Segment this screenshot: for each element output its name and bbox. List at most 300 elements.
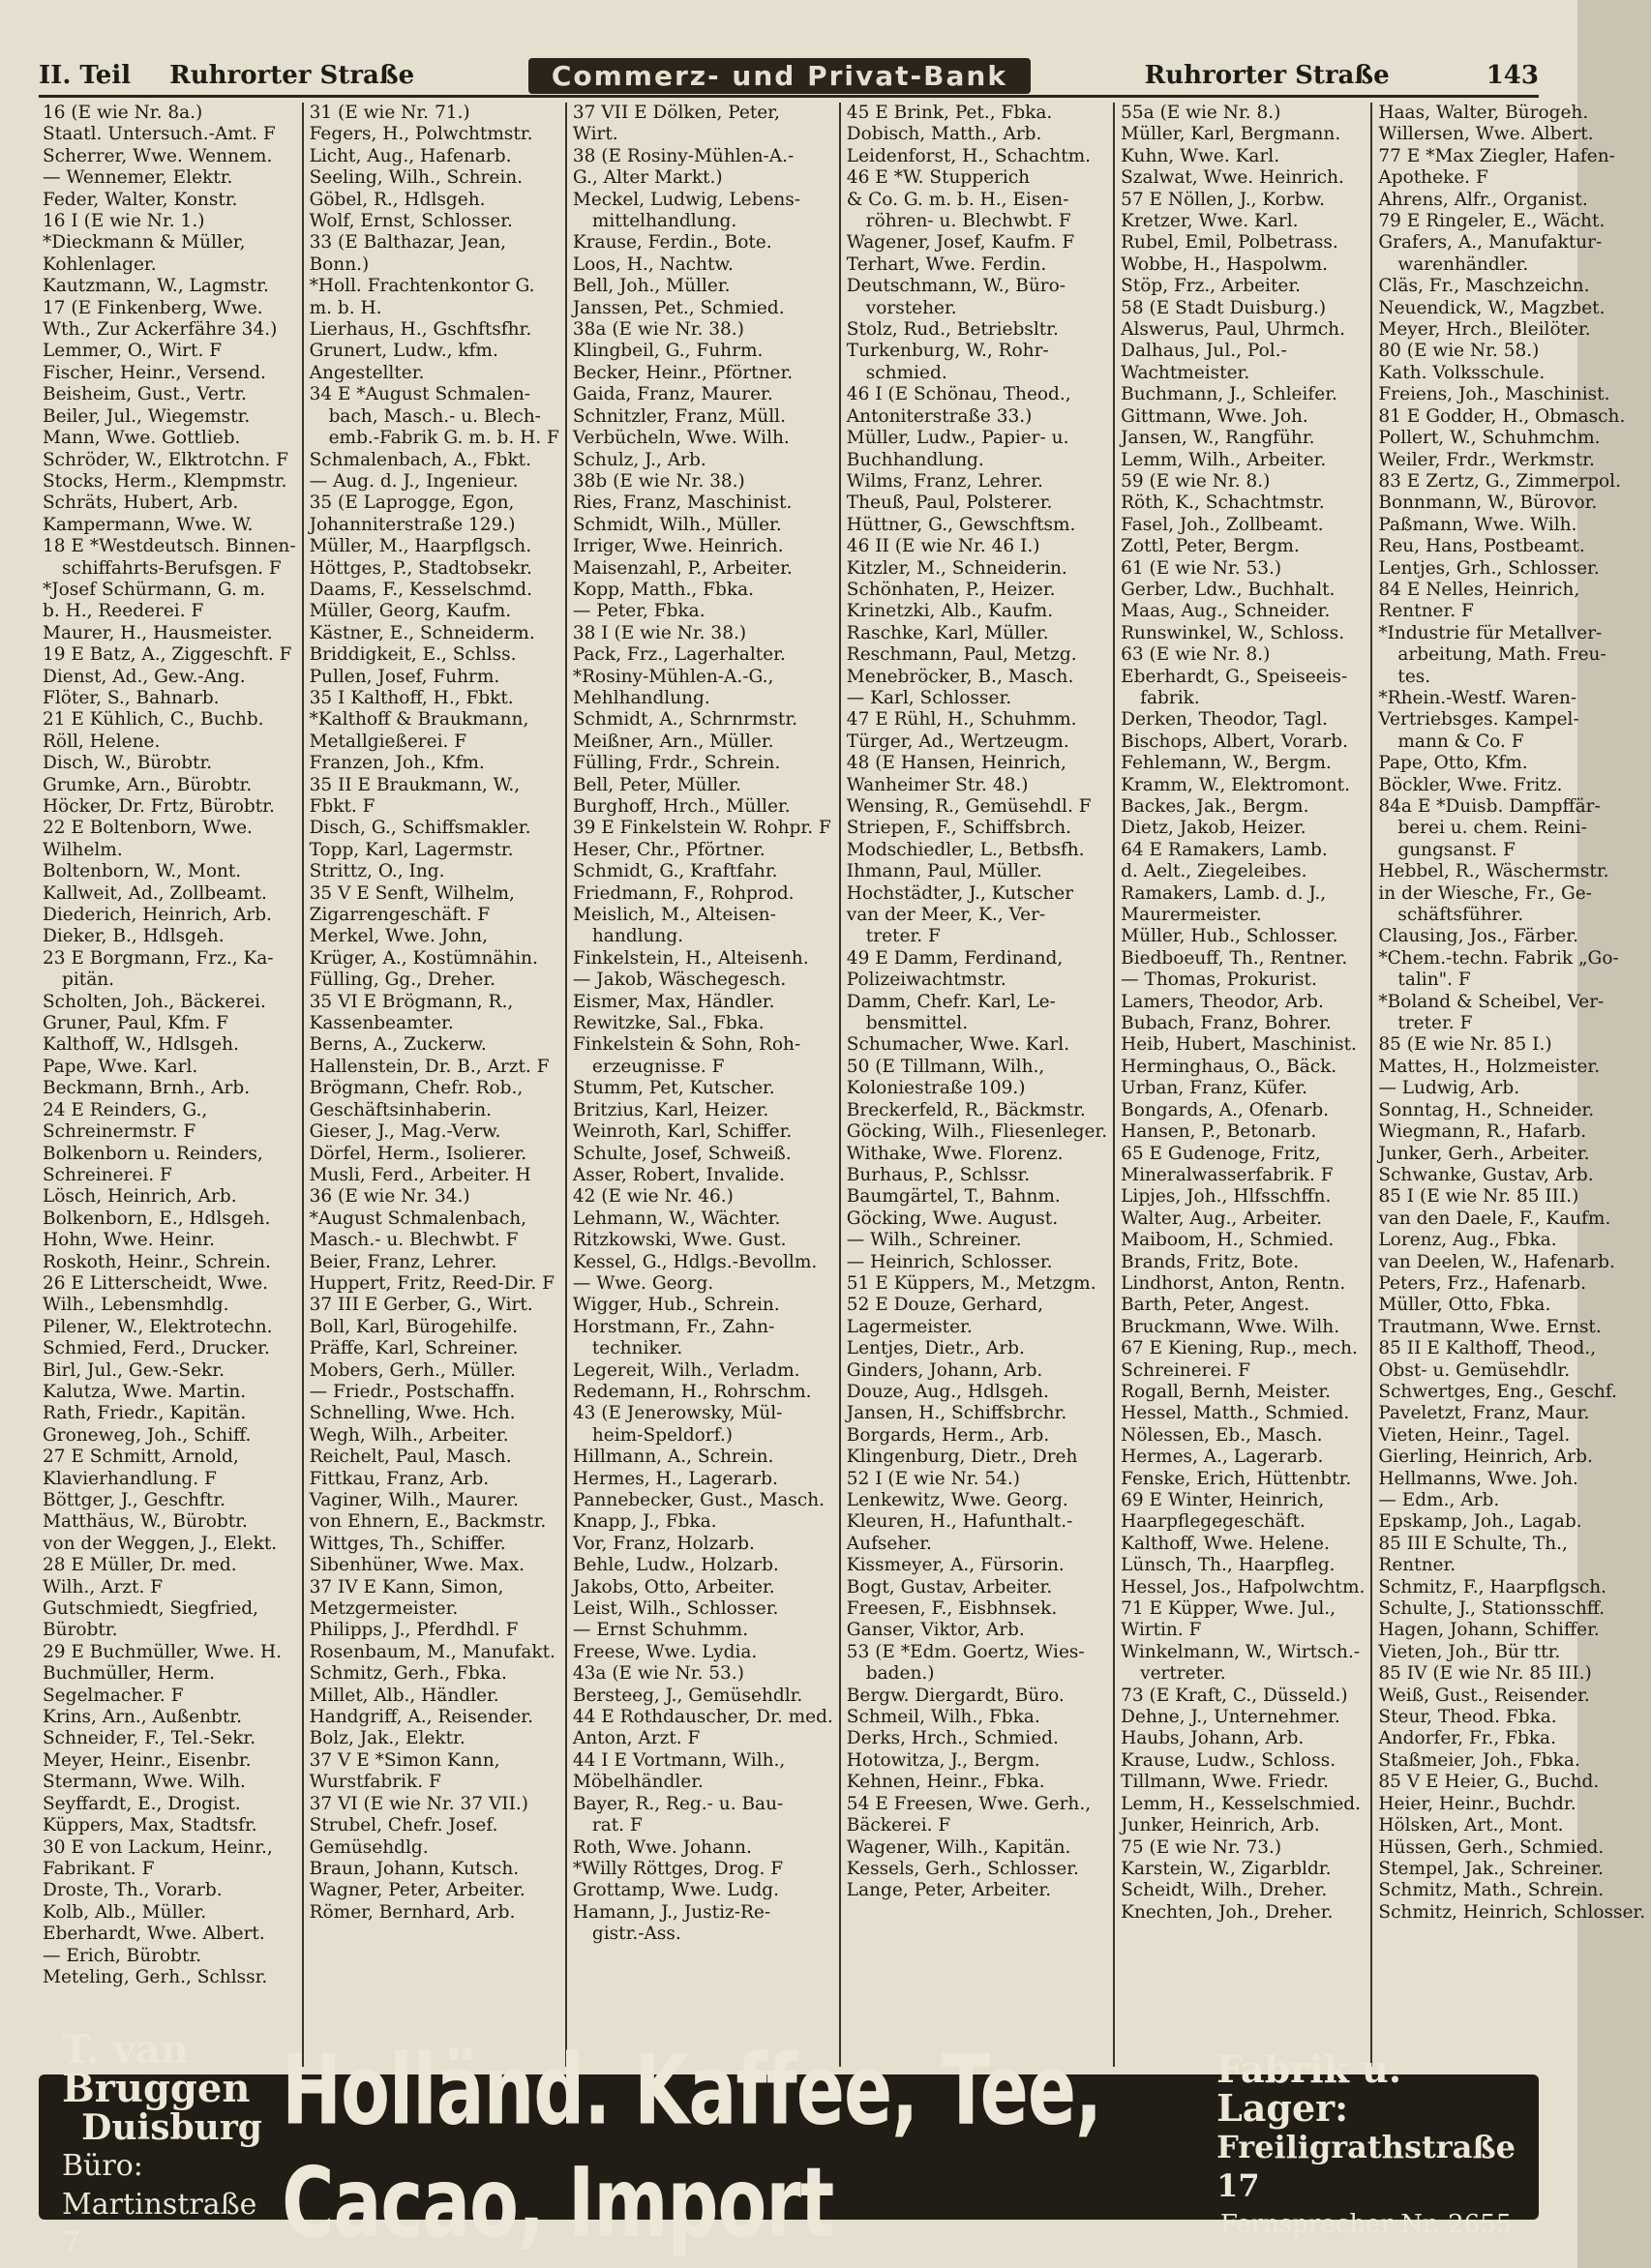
directory-entry: Hebbel, R., Wäschermstr. bbox=[1378, 861, 1609, 882]
directory-entry: Ginders, Johann, Arb. bbox=[846, 1359, 1043, 1381]
directory-entry: Strubel, Chefr. Josef. bbox=[309, 1815, 498, 1836]
directory-entry: Wagener, Wilh., Kapitän. bbox=[846, 1836, 1071, 1858]
directory-entry: 37 V E *Simon Kann, bbox=[309, 1749, 500, 1771]
directory-entry: Rosenbaum, M., Manufakt. bbox=[309, 1641, 555, 1662]
directory-entry: Müller, Karl, Bergmann. bbox=[1121, 124, 1341, 145]
directory-column-2 bbox=[304, 103, 567, 2067]
directory-entry: Hermes, H., Lagerarb. bbox=[572, 1468, 778, 1489]
directory-entry: Weinroth, Karl, Schiffer. bbox=[572, 1121, 793, 1143]
directory-entry: Gerber, Ldw., Buchhalt. bbox=[1121, 579, 1336, 600]
directory-entry: — Friedr., Postschaffn. bbox=[309, 1381, 516, 1402]
directory-entry: Breckerfeld, R., Bäckmstr. bbox=[846, 1099, 1086, 1120]
directory-entry: 43a (E wie Nr. 53.) bbox=[572, 1663, 744, 1685]
directory-entry: Bischops, Albert, Vorarb. bbox=[1121, 731, 1348, 752]
part-label: II. Teil bbox=[39, 61, 132, 90]
directory-entry: Bolz, Jak., Elektr. bbox=[309, 1728, 465, 1749]
directory-entry: Derks, Hrch., Schmied. bbox=[846, 1728, 1059, 1749]
directory-entry: Lindhorst, Anton, Rentn. bbox=[1121, 1272, 1346, 1294]
directory-entry: 38 (E Rosiny-Mühlen-A.- bbox=[572, 145, 795, 166]
directory-entry: Millet, Alb., Händler. bbox=[309, 1685, 499, 1706]
directory-entry: Schwertges, Eng., Geschf. bbox=[1378, 1381, 1617, 1402]
directory-entry: 84a E *Duisb. Dampffär- bbox=[1378, 796, 1601, 817]
directory-entry: Krüger, A., Kostümnähin. bbox=[309, 947, 538, 969]
directory-entry: Möbelhändler. bbox=[572, 1772, 704, 1793]
directory-entry: Schmeil, Wilh., Fbka. bbox=[846, 1707, 1040, 1728]
directory-entry: 84 E Nelles, Heinrich, bbox=[1378, 579, 1580, 600]
directory-entry: Schreinerei. F bbox=[43, 1164, 172, 1185]
directory-entry: 81 E Godder, H., Obmasch. bbox=[1378, 405, 1626, 427]
directory-entry: Schröder, W., Elktrotchn. F bbox=[43, 449, 288, 470]
directory-entry: 64 E Ramakers, Lamb. bbox=[1121, 839, 1328, 860]
directory-entry: 31 (E wie Nr. 71.) bbox=[309, 103, 470, 123]
directory-entry: Pilener, W., Elektrotechn. bbox=[43, 1316, 273, 1337]
directory-entry: Brands, Fritz, Bote. bbox=[1121, 1251, 1300, 1272]
directory-entry: Fasel, Joh., Zollbeamt. bbox=[1121, 514, 1324, 535]
directory-entry: 35 I Kalthoff, H., Fbkt. bbox=[309, 687, 514, 708]
directory-entry: Kretzer, Wwe. Karl. bbox=[1121, 211, 1299, 232]
directory-entry: Röth, K., Schachtmstr. bbox=[1121, 492, 1325, 514]
directory-entry: 77 E *Max Ziegler, Hafen- bbox=[1378, 145, 1615, 166]
directory-entry: Fegers, H., Polwchtmstr. bbox=[309, 124, 533, 145]
directory-entry: Matthäus, W., Bürobtr. bbox=[43, 1511, 248, 1533]
directory-entry: & Co. G. m. b. H., Eisen- bbox=[846, 189, 1069, 210]
directory-entry: Schmidt, Wilh., Müller. bbox=[572, 514, 782, 535]
directory-entry: Gemüsehdlg. bbox=[309, 1836, 429, 1858]
directory-entry: Müller, Otto, Fbka. bbox=[1378, 1295, 1551, 1316]
directory-entry: Feder, Walter, Konstr. bbox=[43, 189, 238, 210]
directory-entry: Biedboeuff, Th., Rentner. bbox=[1121, 947, 1348, 969]
directory-entry: Grunert, Ludw., kfm. bbox=[309, 341, 498, 362]
directory-entry: Dieker, B., Hdlsgeh. bbox=[43, 926, 225, 947]
directory-entry: Bonn.) bbox=[309, 254, 370, 275]
directory-column-6 bbox=[1372, 103, 1651, 2067]
directory-entry: Klingenburg, Dietr., Dreh bbox=[846, 1447, 1078, 1468]
directory-entry: Schnitzler, Franz, Müll. bbox=[572, 405, 786, 427]
directory-entry: Pannebecker, Gust., Masch. bbox=[572, 1490, 826, 1510]
directory-entry: tes. bbox=[1397, 666, 1431, 687]
directory-entry: 16 I (E wie Nr. 1.) bbox=[43, 211, 205, 232]
directory-entry: in der Wiesche, Fr., Ge- bbox=[1378, 882, 1592, 904]
directory-entry: m. b. H. bbox=[309, 297, 382, 318]
directory-entry: Scheidt, Wilh., Dreher. bbox=[1121, 1880, 1328, 1901]
directory-entry: Epskamp, Joh., Lagab. bbox=[1378, 1511, 1582, 1533]
directory-entry: — Wilh., Schreiner. bbox=[846, 1230, 1022, 1251]
directory-entry: Reichelt, Paul, Masch. bbox=[309, 1447, 512, 1468]
directory-entry: Wanheimer Str. 48.) bbox=[846, 774, 1029, 795]
directory-entry: 38b (E wie Nr. 38.) bbox=[572, 470, 745, 492]
directory-entry: Wirt. bbox=[572, 124, 618, 145]
directory-entry: Göcking, Wilh., Fliesenleger. bbox=[846, 1121, 1108, 1143]
street-name-right: Ruhrorter Straße bbox=[1144, 61, 1390, 90]
directory-entry: Segelmacher. F bbox=[43, 1685, 184, 1706]
directory-entry: Scholten, Joh., Bäckerei. bbox=[43, 991, 266, 1012]
directory-entry: 37 VI (E wie Nr. 37 VII.) bbox=[309, 1793, 528, 1814]
directory-entry: — Wwe. Georg. bbox=[572, 1272, 714, 1294]
directory-entry: Gierling, Heinrich, Arb. bbox=[1378, 1447, 1593, 1468]
directory-entry: Finkelstein & Sohn, Roh- bbox=[572, 1034, 801, 1056]
directory-entry: Wobbe, H., Haspolwm. bbox=[1121, 254, 1329, 275]
directory-entry: Böttger, J., Geschftr. bbox=[43, 1490, 226, 1510]
directory-entry: 46 I (E Schönau, Theod., bbox=[846, 384, 1071, 405]
directory-entry: Withake, Wwe. Florenz. bbox=[846, 1143, 1064, 1164]
directory-entry: 59 (E wie Nr. 8.) bbox=[1121, 470, 1271, 492]
directory-entry: 71 E Küpper, Wwe. Jul., bbox=[1121, 1598, 1336, 1620]
directory-entry: Mehlhandlung. bbox=[572, 687, 710, 708]
directory-entry: Hüttner, G., Gewschftsm. bbox=[846, 514, 1076, 535]
directory-entry: Hölsken, Art., Mont. bbox=[1378, 1815, 1564, 1836]
directory-entry: Jansen, H., Schiffsbrchr. bbox=[846, 1403, 1067, 1424]
directory-entry: Lorenz, Aug., Fbka. bbox=[1378, 1230, 1557, 1251]
directory-entry: Buchmüller, Herm. bbox=[43, 1663, 215, 1685]
directory-entry: *Dieckmann & Müller, bbox=[43, 232, 246, 254]
directory-entry: rat. F bbox=[591, 1815, 643, 1836]
directory-entry: Droste, Th., Vorarb. bbox=[43, 1880, 223, 1901]
directory-entry: Disch, G., Schiffsmakler. bbox=[309, 818, 531, 839]
directory-entry: 67 E Kiening, Rup., mech. bbox=[1121, 1338, 1358, 1359]
directory-entry: Metallgießerei. F bbox=[309, 731, 467, 752]
directory-entry: Wegh, Wilh., Arbeiter. bbox=[309, 1424, 509, 1446]
directory-entry: Brögmann, Chefr. Rob., bbox=[309, 1078, 524, 1099]
directory-entry: vertreter. bbox=[1140, 1663, 1226, 1685]
directory-entry: van Deelen, W., Hafenarb. bbox=[1378, 1251, 1615, 1272]
directory-entry: Dienst, Ad., Gew.-Ang. bbox=[43, 666, 246, 687]
directory-entry: Staßmeier, Joh., Fbka. bbox=[1378, 1749, 1580, 1771]
directory-entry: 35 II E Braukmann, W., bbox=[309, 774, 521, 795]
directory-entry: Deutschmann, W., Büro- bbox=[846, 276, 1066, 297]
directory-entry: 47 E Rühl, H., Schuhmm. bbox=[846, 709, 1077, 731]
directory-entry: 38 I (E wie Nr. 38.) bbox=[572, 622, 747, 643]
directory-entry: Schräts, Hubert, Arb. bbox=[43, 492, 239, 514]
directory-entry: Schmitz, Gerh., Fbka. bbox=[309, 1663, 507, 1685]
directory-entry: 51 E Küppers, M., Metzgm. bbox=[846, 1272, 1096, 1294]
directory-entry: baden.) bbox=[865, 1663, 935, 1685]
directory-entry: Britzius, Karl, Heizer. bbox=[572, 1099, 769, 1120]
directory-column-5 bbox=[1115, 103, 1372, 2067]
directory-entry: Meyer, Hrch., Bleilöter. bbox=[1378, 319, 1591, 341]
directory-entry: Fabrikant. F bbox=[43, 1858, 155, 1879]
directory-entry: Theuß, Paul, Polsterer. bbox=[846, 492, 1053, 514]
directory-entry: Schönhaten, P., Heizer. bbox=[846, 579, 1056, 600]
directory-entry: 69 E Winter, Heinrich, bbox=[1121, 1490, 1325, 1510]
directory-entry: Tillmann, Wwe. Friedr. bbox=[1121, 1772, 1330, 1793]
directory-entry: Schneider, F., Tel.-Sekr. bbox=[43, 1728, 256, 1749]
directory-entry: röhren- u. Blechwbt. F bbox=[865, 211, 1071, 232]
directory-entry: Ramakers, Lamb. d. J., bbox=[1121, 882, 1327, 904]
directory-entry: gistr.-Ass. bbox=[591, 1924, 681, 1945]
directory-entry: Kopp, Matth., Fbka. bbox=[572, 579, 754, 600]
directory-entry: Freiens, Joh., Maschinist. bbox=[1378, 384, 1610, 405]
directory-entry: Weiß, Gust., Reisender. bbox=[1378, 1685, 1590, 1706]
directory-entry: Burhaus, P., Schlssr. bbox=[846, 1164, 1031, 1185]
directory-entry: *Kalthoff & Braukmann, bbox=[309, 709, 529, 731]
directory-entry: Wigger, Hub., Schrein. bbox=[572, 1295, 780, 1316]
directory-entry: Mattes, H., Holzmeister. bbox=[1378, 1056, 1601, 1077]
directory-entry: Obst- u. Gemüsehdlr. bbox=[1378, 1359, 1571, 1381]
directory-entry: Klingbeil, G., Fuhrm. bbox=[572, 341, 764, 362]
directory-entry: Runswinkel, W., Schloss. bbox=[1121, 622, 1345, 643]
directory-entry: 29 E Buchmüller, Wwe. H. bbox=[43, 1641, 282, 1662]
directory-entry: Schreinermstr. F bbox=[43, 1121, 196, 1143]
directory-entry: Grafers, A., Manufaktur- bbox=[1378, 232, 1603, 254]
directory-entry: Jansen, W., Rangführ. bbox=[1121, 428, 1315, 449]
directory-entry: Bogt, Gustav, Arbeiter. bbox=[846, 1576, 1053, 1597]
directory-entry: Schmidt, G., Kraftfahr. bbox=[572, 861, 778, 882]
directory-entry: Fehlemann, W., Bergm. bbox=[1121, 753, 1332, 774]
directory-entry: — Peter, Fbka. bbox=[572, 601, 705, 622]
directory-entry: Schwanke, Gustav, Arb. bbox=[1378, 1164, 1594, 1185]
directory-entry: Gruner, Paul, Kfm. F bbox=[43, 1013, 229, 1034]
directory-entry: schäftsführer. bbox=[1397, 905, 1524, 926]
directory-entry: Bubach, Franz, Bohrer. bbox=[1121, 1013, 1332, 1034]
directory-entry: 35 VI E Brögmann, R., bbox=[309, 991, 514, 1012]
directory-entry: 52 E Douze, Gerhard, bbox=[846, 1295, 1044, 1316]
directory-entry: Pack, Frz., Lagerhalter. bbox=[572, 644, 786, 666]
directory-entry: Turkenburg, W., Rohr- bbox=[846, 341, 1049, 362]
directory-entry: Wiegmann, R., Hafarb. bbox=[1378, 1121, 1587, 1143]
directory-entry: Beier, Franz, Lehrer. bbox=[309, 1251, 497, 1272]
directory-entry: Beckmann, Brnh., Arb. bbox=[43, 1078, 251, 1099]
directory-entry: Philipps, J., Pferdhdl. F bbox=[309, 1620, 519, 1641]
directory-entry: Müller, Georg, Kaufm. bbox=[309, 601, 512, 622]
directory-entry: Roskoth, Heinr., Schrein. bbox=[43, 1251, 271, 1272]
directory-entry: Maurer, H., Hausmeister. bbox=[43, 622, 273, 643]
directory-entry: Kampermann, Wwe. W. bbox=[43, 514, 254, 535]
directory-entry: Schumacher, Wwe. Karl. bbox=[846, 1034, 1070, 1056]
directory-entry: Raschke, Karl, Müller. bbox=[846, 622, 1049, 643]
directory-entry: Cläs, Fr., Maschzeichn. bbox=[1378, 276, 1590, 297]
directory-entry: Borgards, Herm., Arb. bbox=[846, 1424, 1050, 1446]
directory-entry: Janssen, Pet., Schmied. bbox=[572, 297, 785, 318]
directory-entry: Geschäftsinhaberin. bbox=[309, 1099, 493, 1120]
directory-entry: Mineralwasserfabrik. F bbox=[1121, 1164, 1334, 1185]
directory-entry: Wilh., Arzt. F bbox=[43, 1576, 164, 1597]
directory-entry: gungsanst. F bbox=[1397, 839, 1516, 860]
directory-entry: Trautmann, Wwe. Ernst. bbox=[1378, 1316, 1602, 1337]
advertisement bbox=[39, 2027, 1539, 2260]
directory-entry: Irriger, Wwe. Heinrich. bbox=[572, 536, 784, 557]
ad-factory-address: Freiligrathstraße 17 bbox=[1216, 2129, 1516, 2204]
directory-entry: 17 (E Finkenberg, Wwe. bbox=[43, 297, 263, 318]
directory-column-4 bbox=[841, 103, 1115, 2067]
directory-entry: 37 IV E Kann, Simon, bbox=[309, 1576, 504, 1597]
directory-entry: 33 (E Balthazar, Jean, bbox=[309, 232, 507, 254]
directory-entry: treter. F bbox=[865, 926, 941, 947]
directory-entry: Vor, Franz, Holzarb. bbox=[572, 1533, 755, 1554]
directory-entry: Bell, Joh., Müller. bbox=[572, 276, 731, 297]
directory-entry: 49 E Damm, Ferdinand, bbox=[846, 947, 1064, 969]
directory-entry: 63 (E wie Nr. 8.) bbox=[1121, 644, 1271, 666]
directory-entry: Licht, Aug., Hafenarb. bbox=[309, 145, 512, 166]
directory-entry: Burghoff, Hrch., Müller. bbox=[572, 796, 791, 817]
directory-entry: Hotowitza, J., Bergm. bbox=[846, 1749, 1040, 1771]
directory-entry: — Aug. d. J., Ingenieur. bbox=[309, 470, 519, 492]
directory-entry: Präffe, Karl, Schreiner. bbox=[309, 1338, 519, 1359]
directory-entry: Barth, Peter, Angest. bbox=[1121, 1295, 1310, 1316]
page-number: 143 bbox=[1486, 61, 1539, 90]
directory-entry: Wagner, Peter, Arbeiter. bbox=[309, 1880, 525, 1901]
directory-entry: Ihmann, Paul, Müller. bbox=[846, 861, 1042, 882]
directory-entry: Heier, Heinr., Buchdr. bbox=[1378, 1793, 1576, 1814]
directory-entry: Kehnen, Heinr., Fbka. bbox=[846, 1772, 1045, 1793]
directory-entry: 43 (E Jenerowsky, Mül- bbox=[572, 1403, 783, 1424]
directory-entry: Grumke, Arn., Bürobtr. bbox=[43, 774, 253, 795]
directory-entry: treter. F bbox=[1397, 1013, 1473, 1034]
directory-entry: bensmittel. bbox=[865, 1013, 969, 1034]
directory-entry: Legereit, Wilh., Verladm. bbox=[572, 1359, 800, 1381]
directory-entry: Bayer, R., Reg.- u. Bau- bbox=[572, 1793, 784, 1814]
directory-entry: Röll, Helene. bbox=[43, 731, 161, 752]
directory-entry: vorsteher. bbox=[865, 297, 957, 318]
directory-entry: Loos, H., Nachtw. bbox=[572, 254, 734, 275]
directory-entry: 22 E Boltenborn, Wwe. bbox=[43, 818, 253, 839]
directory-entry: Fbkt. F bbox=[309, 796, 375, 817]
directory-entry: 21 E Kühlich, C., Buchb. bbox=[43, 709, 264, 731]
directory-entry: Meteling, Gerh., Schlssr. bbox=[43, 1966, 268, 1987]
directory-entry: techniker. bbox=[591, 1338, 683, 1359]
directory-entry: Lösch, Heinrich, Arb. bbox=[43, 1186, 237, 1208]
directory-entry: Paßmann, Wwe. Wilh. bbox=[1378, 514, 1577, 535]
directory-entry: Rath, Friedr., Kapitän. bbox=[43, 1403, 247, 1424]
directory-entry: d. Aelt., Ziegeleibes. bbox=[1121, 861, 1307, 882]
directory-entry: Grottamp, Wwe. Ludg. bbox=[572, 1880, 780, 1901]
directory-entry: 35 (E Laprogge, Egon, bbox=[309, 492, 515, 514]
directory-entry: Lange, Peter, Arbeiter. bbox=[846, 1880, 1052, 1901]
directory-entry: 27 E Schmitt, Arnold, bbox=[43, 1447, 239, 1468]
directory-entry: Meißner, Arn., Müller. bbox=[572, 731, 774, 752]
directory-entry: Alswerus, Paul, Uhrmch. bbox=[1121, 319, 1345, 341]
directory-entry: Antoniterstraße 33.) bbox=[846, 405, 1033, 427]
directory-entry: Hallenstein, Dr. B., Arzt. F bbox=[309, 1056, 550, 1077]
directory-entry: Eberhardt, G., Speiseeis- bbox=[1121, 666, 1348, 687]
directory-entry: Peters, Frz., Hafenarb. bbox=[1378, 1272, 1586, 1294]
directory-entry: Lemm, Wilh., Arbeiter. bbox=[1121, 449, 1327, 470]
directory-entry: Kassenbeamter. bbox=[309, 1013, 454, 1034]
directory-entry: Schmied, Ferd., Drucker. bbox=[43, 1338, 270, 1359]
ad-headline: Holländ. Kaffee, Tee, Cacao, Import bbox=[282, 2034, 1102, 2260]
directory-entry: bach, Masch.- u. Blech- bbox=[328, 405, 541, 427]
directory-entry: 53 (E *Edm. Goertz, Wies- bbox=[846, 1641, 1085, 1662]
directory-entry: Apotheke. F bbox=[1378, 167, 1488, 189]
directory-entry: Scherrer, Wwe. Wennem. bbox=[43, 145, 273, 166]
directory-entry: *Rhein.-Westf. Waren- bbox=[1378, 687, 1577, 708]
directory-entry: 39 E Finkelstein W. Rohpr. F bbox=[572, 818, 831, 839]
directory-entry: Knapp, J., Fbka. bbox=[572, 1511, 717, 1533]
directory-entry: Baumgärtel, T., Bahnm. bbox=[846, 1186, 1061, 1208]
directory-entry: *Industrie für Metallver- bbox=[1378, 622, 1603, 643]
directory-entry: Klavierhandlung. F bbox=[43, 1468, 217, 1489]
directory-entry: Höcker, Dr. Frtz, Bürobtr. bbox=[43, 796, 275, 817]
directory-entry: Sibenhüner, Wwe. Max. bbox=[309, 1555, 525, 1576]
ad-company: T. van Bruggen bbox=[62, 2027, 251, 2111]
directory-entry: Knechten, Joh., Dreher. bbox=[1121, 1901, 1334, 1923]
directory-entry: Lünsch, Th., Haarpfleg. bbox=[1121, 1555, 1336, 1576]
directory-entry: Gieser, J., Mag.-Verw. bbox=[309, 1121, 501, 1143]
directory-entry: Stocks, Herm., Klempmstr. bbox=[43, 470, 287, 492]
directory-entry: Boll, Karl, Bürogehilfe. bbox=[309, 1316, 518, 1337]
directory-entry: Dörfel, Herm., Isolierer. bbox=[309, 1143, 527, 1164]
directory-entry: 35 V E Senft, Wilhelm, bbox=[309, 882, 515, 904]
directory-entry: Leidenforst, H., Schachtm. bbox=[846, 145, 1092, 166]
directory-entry: Meyer, Heinr., Eisenbr. bbox=[43, 1749, 252, 1771]
directory-entry: Derken, Theodor, Tagl. bbox=[1121, 709, 1329, 731]
directory-entry: 85 (E wie Nr. 85 I.) bbox=[1378, 1034, 1552, 1056]
directory-entry: 37 VII E Dölken, Peter, bbox=[572, 103, 780, 123]
directory-entry: Angestellter. bbox=[309, 362, 425, 383]
directory-entry: Vertriebsges. Kampel- bbox=[1378, 709, 1579, 731]
directory-entry: 48 (E Hansen, Heinrich, bbox=[846, 753, 1066, 774]
directory-entry: — Erich, Bürobtr. bbox=[43, 1945, 202, 1966]
directory-entry: Damm, Chefr. Karl, Le- bbox=[846, 991, 1056, 1012]
directory-entry: heim-Speldorf.) bbox=[591, 1424, 733, 1446]
directory-entry: Diederich, Heinrich, Arb. bbox=[43, 905, 272, 926]
directory-entry: Leist, Wilh., Schlosser. bbox=[572, 1598, 779, 1620]
directory-entry: 58 (E Stadt Duisburg.) bbox=[1121, 297, 1327, 318]
directory-entry: Bruckmann, Wwe. Wilh. bbox=[1121, 1316, 1340, 1337]
directory-entry: 45 E Brink, Pet., Fbka. bbox=[846, 103, 1053, 123]
directory-entry: Huppert, Fritz, Reed-Dir. F bbox=[309, 1272, 555, 1294]
directory-entry: Dehne, J., Unternehmer. bbox=[1121, 1707, 1340, 1728]
directory-entry: Clausing, Jos., Färber. bbox=[1378, 926, 1578, 947]
directory-entry: — Thomas, Prokurist. bbox=[1121, 970, 1317, 991]
directory-entry: Kautzmann, W., Lagmstr. bbox=[43, 276, 269, 297]
directory-entry: Schulz, J., Arb. bbox=[572, 449, 706, 470]
directory-entry: erzeugnisse. F bbox=[591, 1056, 725, 1077]
directory-entry: Gittmann, Wwe. Joh. bbox=[1121, 405, 1308, 427]
directory-entry: Rogall, Bernh, Meister. bbox=[1121, 1381, 1332, 1402]
directory-entry: — Jakob, Wäschegesch. bbox=[572, 970, 787, 991]
directory-entry: Lierhaus, H., Gschftsfhr. bbox=[309, 319, 532, 341]
directory-entry: *Chem.-techn. Fabrik „Go- bbox=[1378, 947, 1619, 969]
directory-entry: 61 (E wie Nr. 53.) bbox=[1121, 557, 1282, 579]
directory-entry: Schmalenbach, A., Fbkt. bbox=[309, 449, 531, 470]
directory-entry: Douze, Aug., Hdlsgeh. bbox=[846, 1381, 1049, 1402]
directory-entry: 85 I (E wie Nr. 85 III.) bbox=[1378, 1186, 1579, 1208]
directory-entry: Müller, M., Haarpflgsch. bbox=[309, 536, 532, 557]
directory-entry: 85 III E Schulte, Th., bbox=[1378, 1533, 1568, 1554]
directory-entry: Buchhandlung. bbox=[846, 449, 984, 470]
directory-entry: *Josef Schürmann, G. m. bbox=[43, 579, 266, 600]
directory-entry: Beisheim, Gust., Vertr. bbox=[43, 384, 247, 405]
directory-entry: Briddigkeit, E., Schlss. bbox=[309, 644, 517, 666]
directory-entry: Wittges, Th., Schiffer. bbox=[309, 1533, 506, 1554]
directory-entry: 42 (E wie Nr. 46.) bbox=[572, 1186, 734, 1208]
directory-entry: Müller, Ludw., Papier- u. bbox=[846, 428, 1069, 449]
directory-entry: Kitzler, M., Schneiderin. bbox=[846, 557, 1067, 579]
directory-entry: Römer, Bernhard, Arb. bbox=[309, 1901, 516, 1923]
directory-entry: Stempel, Jak., Schreiner. bbox=[1378, 1858, 1604, 1879]
directory-entry: Wirtin. F bbox=[1121, 1620, 1202, 1641]
directory-entry: arbeitung, Math. Freu- bbox=[1397, 644, 1606, 666]
directory-entry: Seyffardt, E., Drogist. bbox=[43, 1793, 241, 1814]
directory-entry: 73 (E Kraft, C., Düsseld.) bbox=[1121, 1685, 1348, 1706]
directory-entry: Striepen, F., Schiffsbrch. bbox=[846, 818, 1072, 839]
directory-entry: Hohn, Wwe. Heinr. bbox=[43, 1230, 216, 1251]
directory-entry: Lamers, Theodor, Arb. bbox=[1121, 991, 1324, 1012]
directory-entry: — Wennemer, Elektr. bbox=[43, 167, 233, 189]
directory-entry: Heser, Chr., Pförtner. bbox=[572, 839, 765, 860]
directory-entry: Masch.- u. Blechwbt. F bbox=[309, 1230, 519, 1251]
directory-entry: Schulte, Josef, Schweiß. bbox=[572, 1143, 792, 1164]
directory-entry: Hüssen, Gerh., Schmied. bbox=[1378, 1836, 1605, 1858]
directory-entry: Karstein, W., Zigarbldr. bbox=[1121, 1858, 1332, 1879]
directory-entry: Berns, A., Zuckerw. bbox=[309, 1034, 487, 1056]
directory-entry: Terhart, Wwe. Ferdin. bbox=[846, 254, 1047, 275]
directory-entry: Gaida, Franz, Maurer. bbox=[572, 384, 773, 405]
directory-entry: Topp, Karl, Lagermstr. bbox=[309, 839, 514, 860]
directory-entry: Bolkenborn, E., Hdlsgeh. bbox=[43, 1208, 271, 1229]
directory-entry: Hermes, A., Lagerarb. bbox=[1121, 1447, 1324, 1468]
directory-entry: Küppers, Max, Stadtsfr. bbox=[43, 1815, 257, 1836]
